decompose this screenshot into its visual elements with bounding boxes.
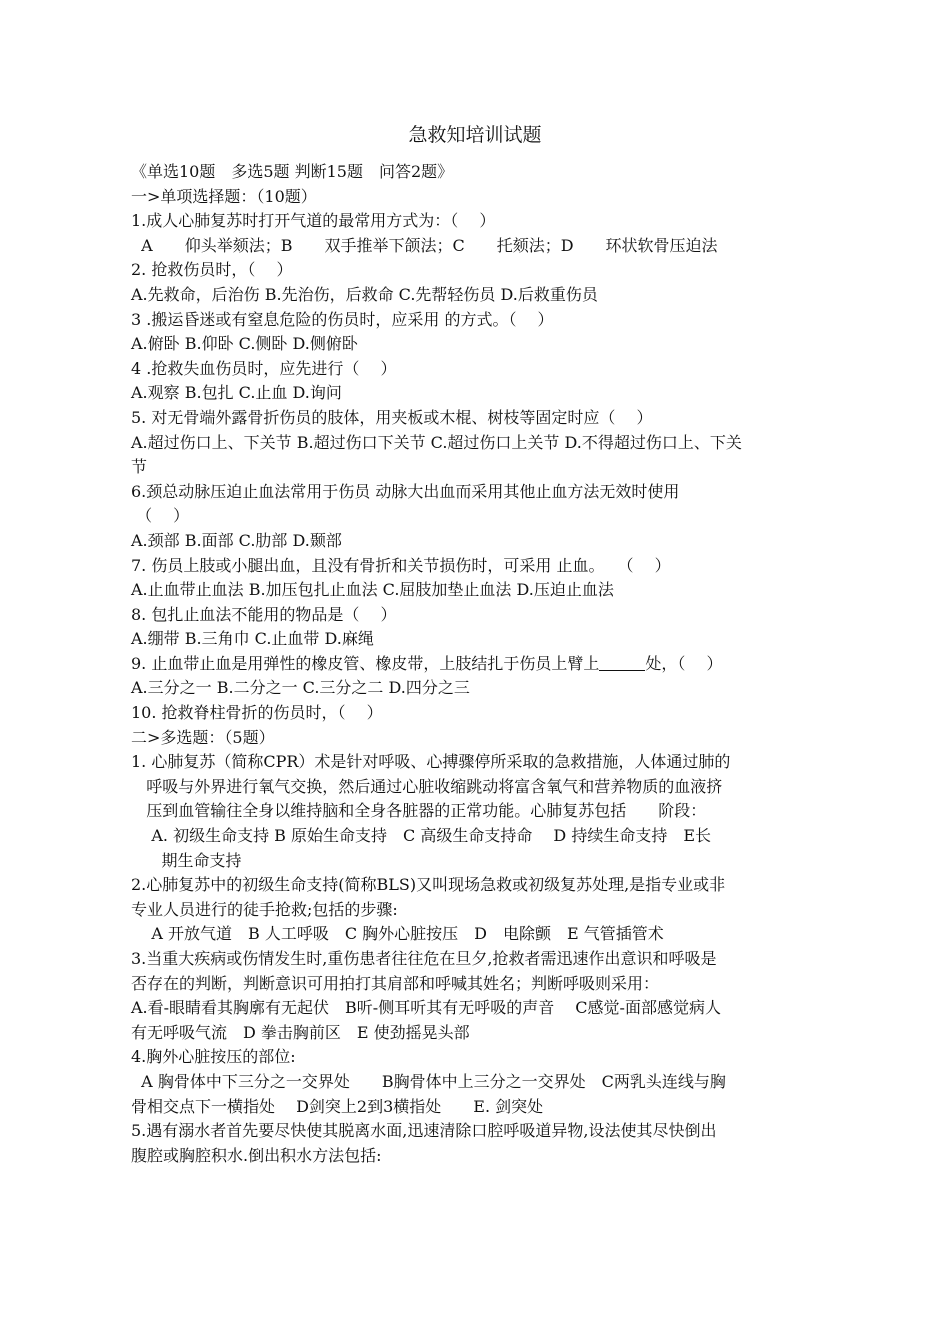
question-2-options: A.先救命，后治伤 B.先治伤，后救命 C.先帮轻伤员 D.后救重伤员 [131,284,598,304]
question-8: 8. 包扎止血法不能用的物品是（ ） [131,604,397,624]
question-4-options: A.观察 B.包扎 C.止血 D.询问 [131,383,342,403]
question-6: 6.颈总动脉压迫止血法常用于伤员 动脉大出血而采用其他止血方法无效时使用 [131,481,680,501]
question-10: 10. 抢救脊柱骨折的伤员时，（ ） [131,703,383,723]
question-9-options: A.三分之一 B.二分之一 C.三分之二 D.四分之三 [131,678,470,698]
multi-question-5: 5.遇有溺水者首先要尽快使其脱离水面,迅速清除口腔呼吸道异物,设法使其尽快倒出 [131,1121,717,1141]
document-title: 急救知培训试题 [408,124,542,146]
multi-question-2: 2.心肺复苏中的初级生命支持(简称BLS)又叫现场急救或初级复苏处理,是指专业或非 [131,875,726,895]
multi-question-4-options-cont: 骨相交点下一横指处 D剑突上2到3横指处 E. 剑突处 [131,1096,544,1116]
exam-summary: 《单选10题 多选5题 判断15题 问答2题》 [131,162,454,181]
question-5-options: A.超过伤口上、下关节 B.超过伤口下关节 C.超过伤口上关节 D.不得超过伤口上、下关 [131,432,742,452]
multi-question-1-options: A. 初级生命支持 B 原始生命支持 C 高级生命支持命 D 持续生命支持 E长 [131,826,712,846]
question-4: 4 .抢救失血伤员时，应先进行（ ） [131,358,397,378]
multi-question-4-options: A 胸骨体中下三分之一交界处 B胸骨体中上三分之一交界处 C两乳头连线与胸 [131,1071,726,1091]
multi-question-3: 3.当重大疾病或伤情发生时,重伤患者往往危在旦夕,抢救者需迅速作出意识和呼吸是 [131,949,717,968]
multi-question-3-options-cont: 有无呼吸气流 D 拳击胸前区 E 使劲摇晃头部 [131,1022,470,1042]
question-7: 7. 伤员上肢或小腿出血，且没有骨折和关节损伤时，可采用 止血。 （ ） [131,555,671,575]
question-6-paren: （ ） [131,506,190,526]
multi-question-3-options: A.看-眼睛看其胸廓有无起伏 B听-侧耳听其有无呼吸的声音 C感觉-面部感觉病人 [131,998,721,1018]
multi-choice-header: 二>多选题：（5题） [131,727,275,747]
question-5: 5. 对无骨端外露骨折伤员的肢体，用夹板或木棍、树枝等固定时应（ ） [131,407,653,427]
document-body [131,160,849,1168]
question-3-options: A.俯卧 B.仰卧 C.侧卧 D.侧俯卧 [131,334,358,354]
multi-question-1-cont: 压到血管输往全身以维持脑和全身各脏器的正常功能。心肺复苏包括 阶段： [131,801,707,821]
question-9 [131,652,849,677]
question-6-options: A.颈部 B.面部 C.肋部 D.颞部 [131,530,342,550]
question-8-options: A.绷带 B.三角巾 C.止血带 D.麻绳 [131,629,374,649]
multi-question-2-cont: 专业人员进行的徒手抢救;包括的步骤: [131,899,398,919]
multi-question-1: 1. 心肺复苏（简称CPR）术是针对呼吸、心搏骤停所采取的急救措施，人体通过肺的 [131,752,731,772]
question-3: 3 .搬运昏迷或有窒息危险的伤员时，应采用 的方式。（ ） [131,309,554,329]
answer-blank [599,654,645,671]
multi-question-2-options: A 开放气道 B 人工呼吸 C 胸外心脏按压 D 电除颤 E 气管插管术 [131,924,664,944]
multi-question-3-cont: 否存在的判断，判断意识可用拍打其肩部和呼喊其姓名；判断呼吸则采用： [131,973,660,993]
multi-question-5-cont: 腹腔或胸腔积水.倒出积水方法包括: [131,1145,382,1165]
multi-question-1-options-cont: 期生命支持 [131,850,242,870]
question-1-options: A 仰头举颏法；B 双手推举下颌法；C 托颏法；D 环状软骨压迫法 [131,235,718,255]
multi-question-4: 4.胸外心脏按压的部位: [131,1047,296,1067]
question-9-tail: 处，（ ） [645,653,723,673]
question-7-options: A.止血带止血法 B.加压包扎止血法 C.屈肢加垫止血法 D.压迫止血法 [131,580,614,600]
question-5-options-cont: 节 [131,457,148,477]
question-9-text: 9. 止血带止血是用弹性的橡皮管、橡皮带，上肢结扎于伤员上臂上 [131,653,600,673]
multi-question-1-cont: 呼吸与外界进行氧气交换，然后通过心脏收缩跳动将富含氧气和营养物质的血液挤 [131,776,723,796]
question-2: 2. 抢救伤员时，（ ） [131,260,293,280]
question-1: 1.成人心肺复苏时打开气道的最常用方式为：（ ） [131,211,496,231]
single-choice-header: 一>单项选择题：（10题） [131,186,317,206]
